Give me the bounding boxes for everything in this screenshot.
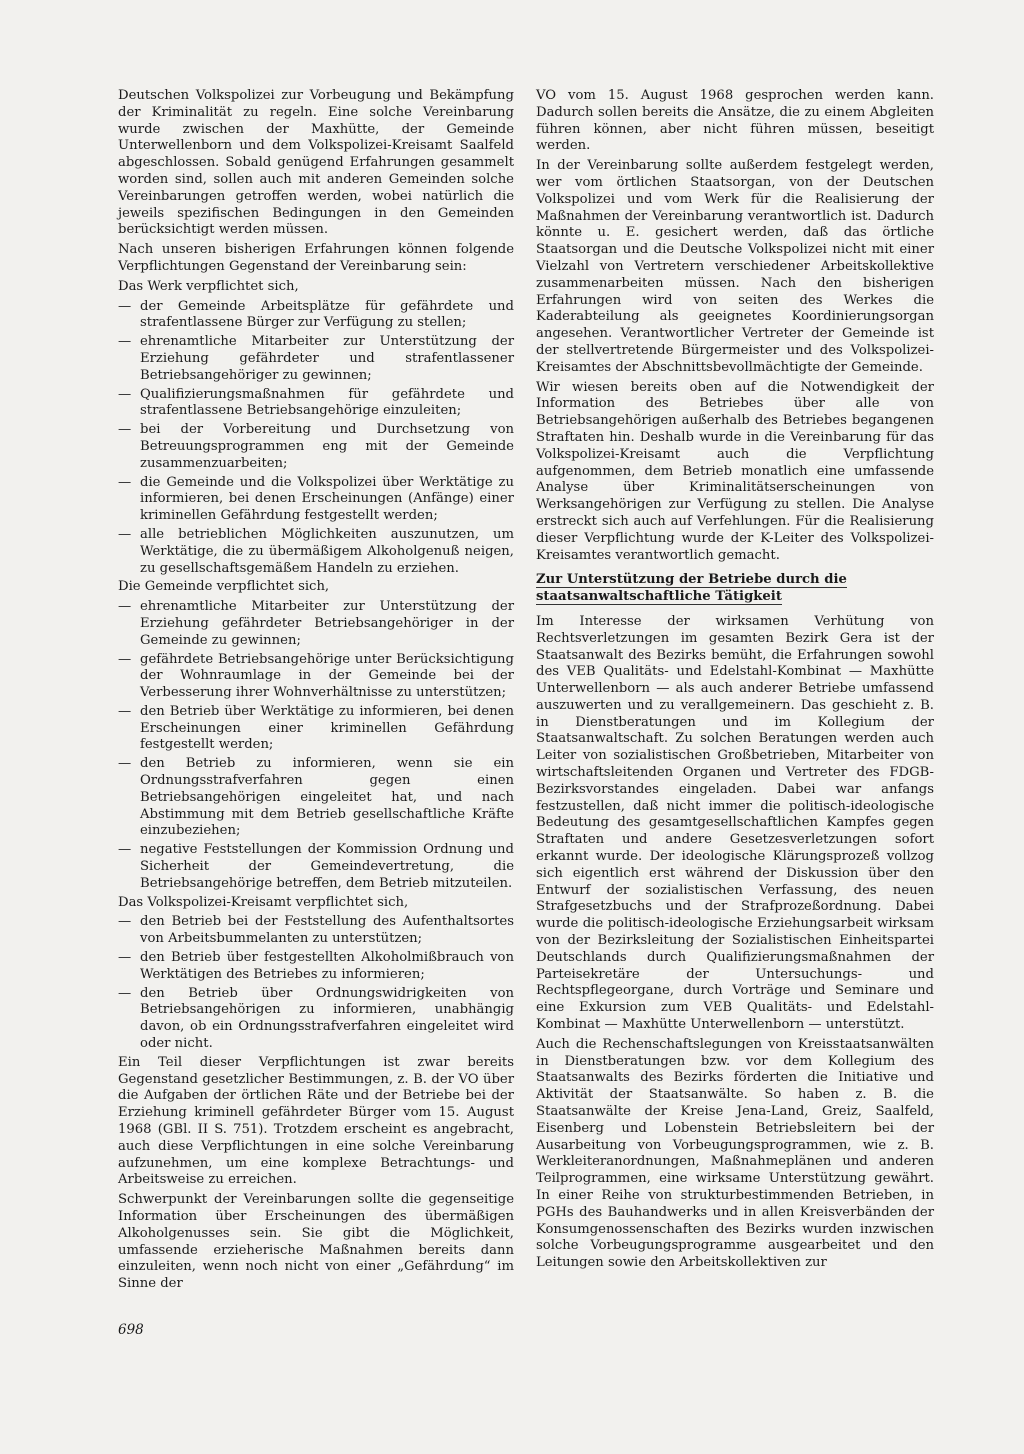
- paragraph: Deutschen Volkspolizei zur Vorbeugung und Bekämpfung der Kriminalität zu regeln. Eine solche Vereinbarung wurde zwischen der Maxhütte, der Gemeinde Unterwellenborn und dem Volkspolizei-Kreisamt Saalfeld abgeschlossen. Sobald genügend Erfahrungen gesammelt worden sind, sollen auch mit anderen Gemeinden solche Vereinbarungen getroffen werden, wobei natürlich die jeweils spezifischen Bedingungen in den Gemeinden berücksichtigt werden müssen.: [118, 88, 514, 238]
- paragraph: Nach unseren bisherigen Erfahrungen können folgende Verpflichtungen Gegenstand der Vereinbarung sein:: [118, 242, 514, 274]
- paragraph: Wir wiesen bereits oben auf die Notwendigkeit der Information des Betriebes über alle von Betriebsangehörigen außerhalb des Betriebes begangenen Straftaten hin. Deshalb wurde in die Vereinbarung für das Volkspolizei-Kreisamt auch die Verpflichtung aufgenommen, dem Betrieb monatlich eine umfassende Analyse über Kriminalitätserscheinungen von Werksangehörigen zur Verfügung zu stellen. Die Analyse erstreckt sich auch auf Verfehlungen. Für die Realisierung dieser Verpflichtung wurde der K-Leiter des Volkspolizei-Kreisamtes verantwortlich gemacht.: [536, 379, 934, 563]
- list-item: — den Betrieb über festgestellten Alkoholmißbrauch von Werktätigen des Betriebes zu informieren;: [118, 950, 514, 984]
- list-item: — negative Feststellungen der Kommission Ordnung und Sicherheit der Gemeindevertretung, die Betriebsangehörige betreffen, dem Betrieb mitzuteilen.: [118, 842, 514, 892]
- left-column: [118, 88, 514, 1296]
- paragraph: In der Vereinbarung sollte außerdem festgelegt werden, wer vom örtlichen Staatsorgan, von der Deutschen Volkspolizei und vom Werk für die Realisierung der Maßnahmen der Vereinbarung verantwortlich ist. Dadurch könnte u. E. gesichert werden, daß das örtliche Staatsorgan und die Deutsche Volkspolizei nicht mit einer Vielzahl von Vertretern verschiedener Arbeitskollektive zusammenarbeiten müssen. Nach den bisherigen Erfahrungen wird von seiten des Werkes die Kaderabteilung als geeignetes Koordinierungsorgan angesehen. Verantwortlicher Vertreter der Gemeinde ist der stellvertretende Bürgermeister und des Volkspolizei-Kreisamtes der Abschnittsbevollmächtigte der Gemeinde.: [536, 158, 934, 375]
- right-column: [536, 88, 934, 1275]
- list-item: — den Betrieb zu informieren, wenn sie ein Ordnungsstrafverfahren gegen einen Betriebsangehörigen eingeleitet hat, und nach Abstimmung mit dem Betrieb gesellschaftliche Kräfte einzubeziehen;: [118, 756, 514, 840]
- section-heading-text: Zur Unterstützung der Betriebe durch die staatsanwaltschaftliche Tätigkeit: [536, 572, 847, 605]
- paragraph: Schwerpunkt der Vereinbarungen sollte die gegenseitige Information über Erscheinungen des übermäßigen Alkoholgenusses sein. Sie gibt die Möglichkeit, umfassende erzieherische Maßnahmen bereits dann einzuleiten, wenn noch nicht von einer „Gefährdung“ im Sinne der: [118, 1192, 514, 1292]
- paragraph: Auch die Rechenschaftslegungen von Kreisstaatsanwälten in Dienstberatungen bzw. vor dem Kollegium des Staatsanwalts des Bezirks förderten die Initiative und Aktivität der Staatsanwälte. So haben z. B. die Staatsanwälte der Kreise Jena-Land, Greiz, Saalfeld, Eisenberg und Lobenstein Betriebsleitern bei der Ausarbeitung von Vorbeugungsprogrammen, wie z. B. Werkleiteranordnungen, Maßnahmeplänen und anderen Teilprogrammen, eine wirksame Unterstützung gewährt. In einer Reihe von strukturbestimmenden Betrieben, in PGHs des Bauhandwerks und in allen Kreisverbänden der Konsumgenossenschaften des Bezirks wurden inzwischen solche Vorbeugungsprogramme ausgearbeitet und den Leitungen sowie den Arbeitskollektiven zur: [536, 1036, 934, 1271]
- list-item: — ehrenamtliche Mitarbeiter zur Unterstützung der Erziehung gefährdeter und strafentlassener Betriebsangehöriger zu gewinnen;: [118, 334, 514, 384]
- list-item: — den Betrieb über Werktätige zu informieren, bei denen Erscheinungen einer kriminellen Gefährdung festgestellt werden;: [118, 704, 514, 754]
- list-item: — der Gemeinde Arbeitsplätze für gefährdete und strafentlassene Bürger zur Verfügung zu stellen;: [118, 299, 514, 333]
- list-item: — bei der Vorbereitung und Durchsetzung von Betreuungsprogrammen eng mit der Gemeinde zusammenzuarbeiten;: [118, 422, 514, 472]
- list-item: — alle betrieblichen Möglichkeiten auszunutzen, um Werktätige, die zu übermäßigem Alkoholgenuß neigen, zu gesellschaftsgemäßem Handeln zu erziehen.: [118, 527, 514, 577]
- page-number: 698: [118, 1322, 144, 1338]
- paragraph: VO vom 15. August 1968 gesprochen werden kann. Dadurch sollen bereits die Ansätze, die zu einem Abgleiten führen können, aber nicht führen müssen, beseitigt werden.: [536, 88, 934, 154]
- list-item: — den Betrieb bei der Feststellung des Aufenthaltsortes von Arbeitsbummelanten zu unterstützen;: [118, 914, 514, 948]
- list-item: — den Betrieb über Ordnungswidrigkeiten von Betriebsangehörigen zu informieren, unabhängig davon, ob ein Ordnungsstrafverfahren eingeleitet wird oder nicht.: [118, 986, 514, 1053]
- paragraph: Ein Teil dieser Verpflichtungen ist zwar bereits Gegenstand gesetzlicher Bestimmungen, z. B. der VO über die Aufgaben der örtlichen Räte und der Betriebe bei der Erziehung kriminell gefährdeter Bürger vom 15. August 1968 (GBl. II S. 751). Trotzdem erscheint es angebracht, auch diese Verpflichtungen in eine solche Vereinbarung aufzunehmen, um eine komplexe Betrachtungs- und Arbeitsweise zu erreichen.: [118, 1054, 514, 1188]
- list-item: — gefährdete Betriebsangehörige unter Berücksichtigung der Wohnraumlage in der Gemeinde bei der Verbesserung ihrer Wohnverhältnisse zu unterstützen;: [118, 652, 514, 702]
- list-item: — Qualifizierungsmaßnahmen für gefährdete und strafentlassene Betriebsangehörige einzuleiten;: [118, 387, 514, 421]
- paragraph: Das Werk verpflichtet sich,: [118, 278, 299, 294]
- paragraph: Die Gemeinde verpflichtet sich,: [118, 579, 330, 595]
- list-item: — ehrenamtliche Mitarbeiter zur Unterstützung der Erziehung gefährdeter Betriebsangehöriger in der Gemeinde zu gewinnen;: [118, 599, 514, 649]
- paragraph: Das Volkspolizei-Kreisamt verpflichtet sich,: [118, 894, 409, 910]
- list-item: — die Gemeinde und die Volkspolizei über Werktätige zu informieren, bei denen Erscheinungen (Anfänge) einer kriminellen Gefährdung festgestellt werden;: [118, 475, 514, 525]
- section-heading: [536, 572, 934, 606]
- paragraph: Im Interesse der wirksamen Verhütung von Rechtsverletzungen im gesamten Bezirk Gera ist der Staatsanwalt des Bezirks bemüht, die Erfahrungen sowohl des VEB Qualitäts- und Edelstahl-Kombinat — Maxhütte Unterwellenborn — als auch anderer Betriebe umfassend auszuwerten und zu verallgemeinern. Das geschieht z. B. in Dienstberatungen und im Kollegium der Staatsanwaltschaft. Zu solchen Beratungen werden auch Leiter von sozialistischen Großbetrieben, Mitarbeiter von wirtschaftsleitenden Organen und Vertreter des FDGB-Bezirksvorstandes eingeladen. Dabei war anfangs festzustellen, daß nicht immer die politisch-ideologische Bedeutung des gesamtgesellschaftlichen Kampfes gegen Straftaten und andere Gesetzesverletzungen sofort erkannt wurde. Der ideologische Klärungsprozeß vollzog sich eigentlich erst während der Diskussion über den Entwurf der sozialistischen Verfassung, des neuen Strafgesetzbuchs und der Strafprozeßordnung. Dabei wurde die politisch-ideologische Erziehungsarbeit wirksam von der Bezirksleitung der Sozialistischen Einheitspartei Deutschlands durch Qualifizierungsmaßnahmen der Parteisekretäre der Untersuchungs- und Rechtspflegeorgane, durch Vorträge und Seminare und eine Exkursion zum VEB Qualitäts- und Edelstahl-Kombinat — Maxhütte Unterwellenborn — unterstützt.: [536, 613, 934, 1033]
